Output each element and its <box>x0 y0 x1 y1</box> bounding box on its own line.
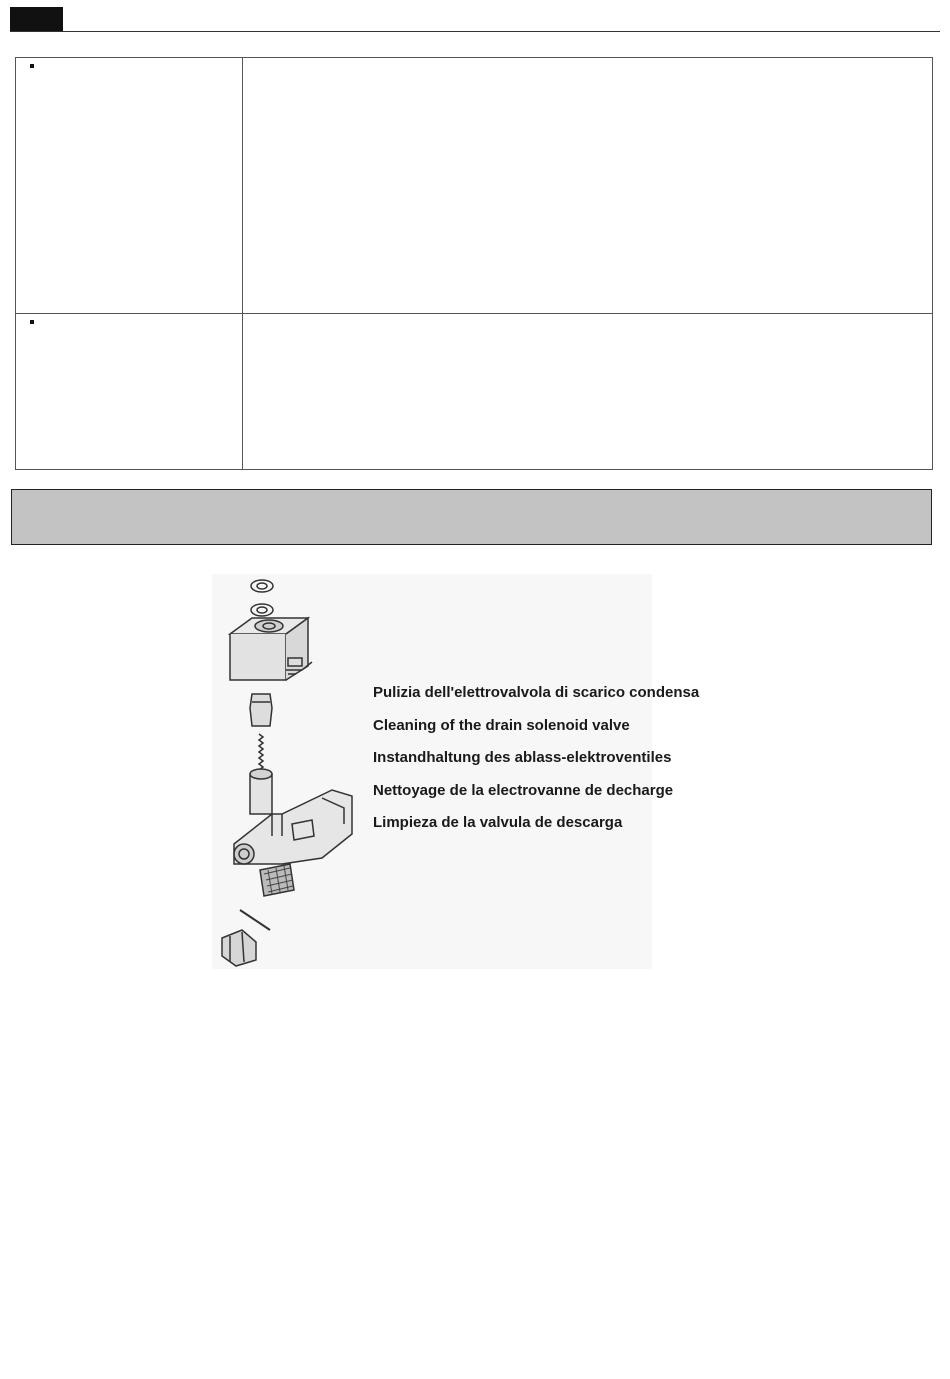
table-column-divider <box>242 58 243 469</box>
figure-caption <box>373 684 699 847</box>
caption-italian: Pulizia dell'elettrovalvola di scarico condensa <box>373 684 700 701</box>
caption-french: Nettoyage de la electrovanne de decharge <box>373 781 674 799</box>
header-rule <box>10 31 940 32</box>
maintenance-table <box>15 57 933 470</box>
bullet-icon <box>30 320 34 324</box>
caption-english: Cleaning of the drain solenoid valve <box>373 716 630 734</box>
caption-spanish: Limpieza de la valvula de descarga <box>373 814 623 831</box>
caption-german: Instandhaltung des ablass-elektroventiles <box>373 749 672 766</box>
section-header-bar <box>11 489 932 545</box>
bullet-icon <box>30 64 34 68</box>
table-row-divider <box>16 313 932 314</box>
header-marker-block <box>10 7 63 32</box>
